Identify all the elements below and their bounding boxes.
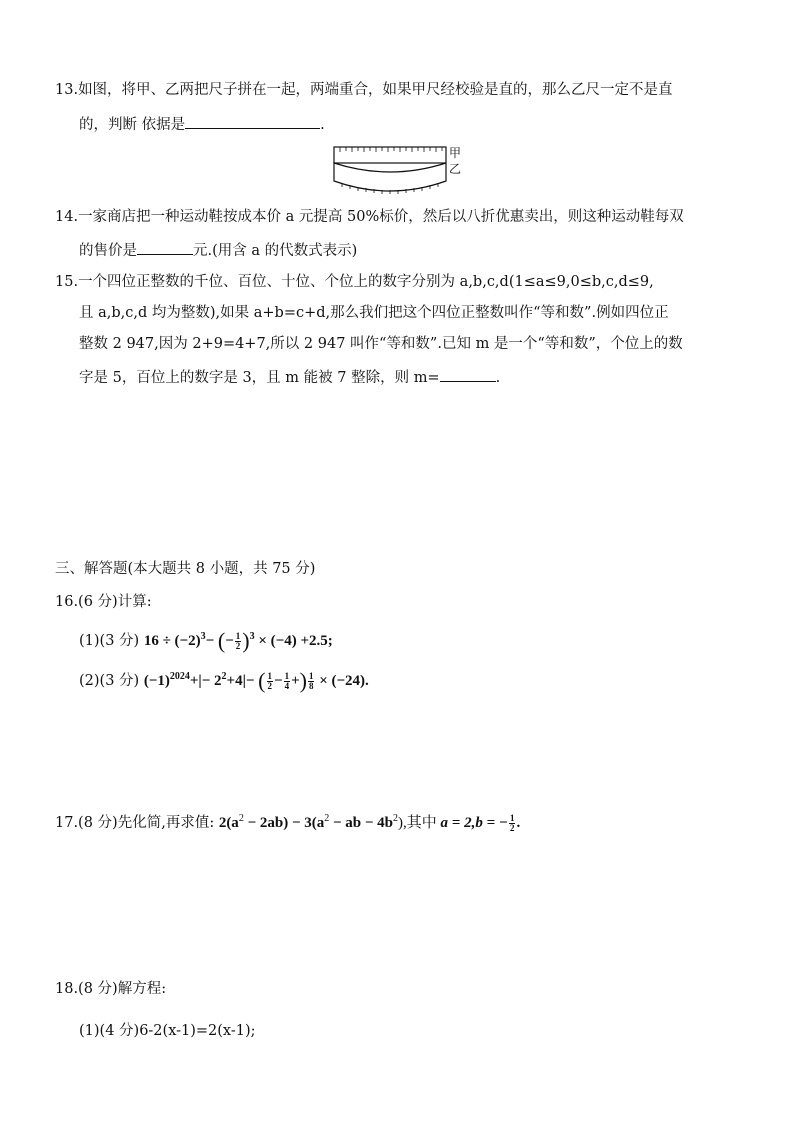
q16-p1-t3: −: [225, 633, 234, 649]
q17-frac-den: 2: [509, 823, 515, 834]
q17-prefix: 17.(8 分)先化简,再求值:: [55, 815, 215, 831]
q16-heading: 16.(6 分)计算:: [55, 594, 152, 610]
q18-part1: (1)(4 分)6-2(x-1)=2(x-1);: [79, 1023, 256, 1039]
q16-p1-frac-den: 2: [235, 641, 241, 652]
q17-fraction: [509, 814, 516, 833]
q15-number: 15.: [55, 274, 79, 290]
q17: [55, 810, 520, 836]
q17-end: .: [516, 815, 521, 831]
ruler-figure: [328, 143, 468, 195]
q15-text-4b: .: [495, 370, 501, 386]
q13-text-2: 的，判断 依据是: [79, 117, 186, 133]
q13-number: 13.: [55, 82, 79, 98]
q15-line4: [79, 367, 500, 388]
q16-p2-f3-num: 1: [308, 671, 314, 682]
q15-text-3: 整数 2 947,因为 2+9=4+7,所以 2 947 叫作“等和数”.已知 m 是一个“等和数”，个位上的数: [79, 336, 683, 352]
q17-e3: 2: [393, 813, 399, 824]
q16-p2-t2: +|− 2: [189, 673, 222, 689]
q16-p2-lparen: (: [258, 668, 266, 693]
q17-expr-a: 2(a: [218, 815, 239, 831]
q16-p1-lparen: (: [217, 628, 226, 653]
q16-p1-t1: 16 ÷ (−2): [143, 633, 201, 649]
q16-p2-fraction-2: [284, 672, 291, 691]
q16-p2-f2-num: 1: [284, 671, 290, 682]
q13-end: .: [320, 117, 325, 133]
q16-part1-expr: [143, 628, 333, 653]
q13-text-1: 如图，将甲、乙两把尺子拼在一起，两端重合，如果甲尺经校验是直的，那么乙尺一定不是直: [78, 82, 673, 98]
q16-p1-t4: × (−4) +2.5;: [254, 633, 333, 649]
q13-line1: [55, 80, 673, 100]
q16-p1-frac-num: 1: [235, 631, 241, 642]
q14-text-2b: 元.(用含 a 的代数式表示): [193, 243, 358, 259]
q13-line2: [79, 114, 325, 135]
ruler-label-jia: 甲: [449, 146, 462, 160]
q17-expr-c: − ab − 4b: [329, 815, 394, 831]
q16-p2-t1: (−1): [143, 673, 170, 689]
q14-text-2a: 的售价是: [79, 243, 137, 259]
q14-number: 14.: [55, 209, 79, 225]
q17-expr-d: ),其中: [398, 815, 441, 831]
q16-p2-fraction-1: [267, 672, 274, 691]
q16-part2: [79, 668, 369, 694]
q15-line1: [55, 272, 654, 292]
q14-text-1: 一家商店把一种运动鞋按成本价 a 元提高 50%标价，然后以八折优惠卖出，则这种运动鞋每双: [78, 209, 684, 225]
q16-part1: [79, 628, 333, 654]
q14-line2: [79, 240, 357, 261]
q15-answer-blank[interactable]: [440, 367, 496, 382]
q15-line3: [79, 334, 683, 354]
q16-p1-rparen: ): [242, 628, 250, 653]
q16-p2-rparen: ): [299, 668, 307, 693]
q17-e1: 2: [238, 813, 244, 824]
q16-p1-e1: 3: [200, 631, 206, 642]
q13-answer-blank[interactable]: [185, 114, 320, 129]
q16-p2-fraction-3: [308, 672, 315, 691]
q16-p2-t3: +4|−: [226, 673, 259, 689]
q16-p2-t4: × (−24).: [315, 673, 369, 689]
q16-part2-expr: [143, 668, 369, 693]
q16-p2-plus: +: [291, 673, 300, 689]
q16-p2-f1-den: 2: [267, 681, 272, 692]
q16-p2-f1-num: 1: [267, 671, 272, 682]
q15-text-4a: 字是 5，百位上的数字是 3，且 m 能被 7 整除，则 m=: [79, 370, 440, 386]
q16-p2-f3-den: 8: [308, 681, 314, 692]
q14-answer-blank[interactable]: [137, 240, 193, 255]
q16-p2-f2-den: 4: [284, 681, 290, 692]
q16-part2-prefix: (2)(3 分): [79, 673, 140, 689]
q15-line2: [79, 303, 669, 323]
q17-condition: a = 2,b = −: [440, 815, 508, 831]
q17-e2: 2: [324, 813, 330, 824]
q16-p2-minus: −: [274, 673, 283, 689]
ruler-label-yi: 乙: [449, 162, 462, 176]
q17-expression: [218, 813, 521, 834]
q14-line1: [55, 207, 684, 227]
q16-p1-e2: 3: [249, 631, 255, 642]
q15-text-1: 一个四位正整数的千位、百位、十位、个位上的数字分别为 a,b,c,d(1≤a≤9,0≤b,c,d≤9,: [78, 274, 654, 290]
q17-expr-b: − 2ab) − 3(a: [243, 815, 325, 831]
section3-title: 三、解答题(本大题共 8 小题，共 75 分): [55, 561, 316, 577]
ruler-figure-graphic: [328, 143, 468, 195]
q16-p2-e2: 2: [221, 671, 227, 682]
q17-frac-num: 1: [509, 813, 515, 824]
q16-p2-e1: 2024: [169, 671, 190, 682]
q16-part1-prefix: (1)(3 分): [79, 633, 140, 649]
q16-p1-fraction: [235, 632, 242, 651]
q15-text-2: 且 a,b,c,d 均为整数),如果 a+b=c+d,那么我们把这个四位正整数叫作“等和数”.例如四位正: [79, 305, 669, 321]
q18-heading: 18.(8 分)解方程:: [55, 981, 167, 997]
q16-p1-t2: −: [205, 633, 218, 649]
